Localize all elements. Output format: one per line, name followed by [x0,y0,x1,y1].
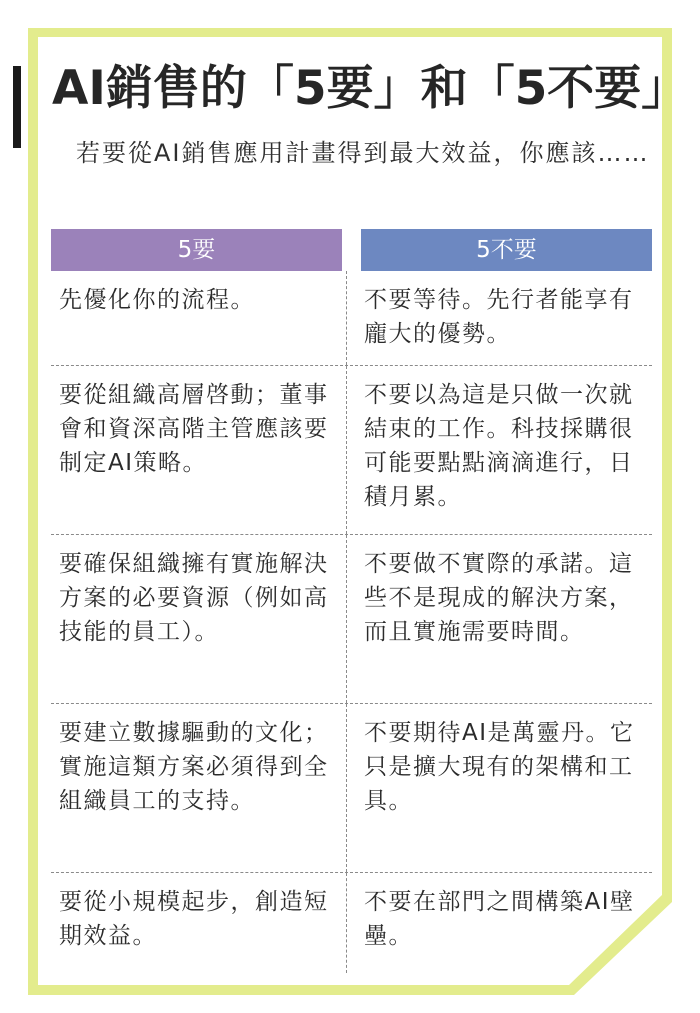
page-title: AI銷售的「5要」和「5不要」 [52,61,689,116]
do-dont-table [51,229,652,973]
table-row [51,873,652,973]
intro-text: 若要從AI銷售應用計畫得到最大效益，你應該…… [76,139,650,167]
do-cell: 要確保組織擁有實施解決方案的必要資源（例如高技能的員工）。 [51,535,347,703]
header-dont: 5不要 [361,229,652,271]
table-row [51,535,652,704]
do-cell: 先優化你的流程。 [51,271,347,365]
dont-cell: 不要在部門之間構築AI壁壘。 [364,889,635,949]
header-do: 5要 [51,229,342,271]
table-row [51,704,652,873]
table-header-row [51,229,652,271]
table-row [51,271,652,366]
do-cell: 要從組織高層啓動；董事會和資深高階主管應該要制定AI策略。 [51,366,347,534]
do-cell: 要從小規模起步，創造短期效益。 [51,873,347,973]
dont-cell: 不要期待AI是萬靈丹。它只是擴大現有的架構和工具。 [364,720,635,814]
dont-cell: 不要做不實際的承諾。這些不是現成的解決方案，而且實施需要時間。 [364,551,634,645]
do-cell: 要建立數據驅動的文化；實施這類方案必須得到全組織員工的支持。 [51,704,347,872]
title-accent-bar [13,66,21,148]
table-row [51,366,652,535]
table-body [51,271,652,973]
dont-cell: 不要以為這是只做一次就結束的工作。科技採購很可能要點點滴滴進行，日積月累。 [364,382,634,510]
dont-cell: 不要等待。先行者能享有龐大的優勢。 [364,287,634,347]
